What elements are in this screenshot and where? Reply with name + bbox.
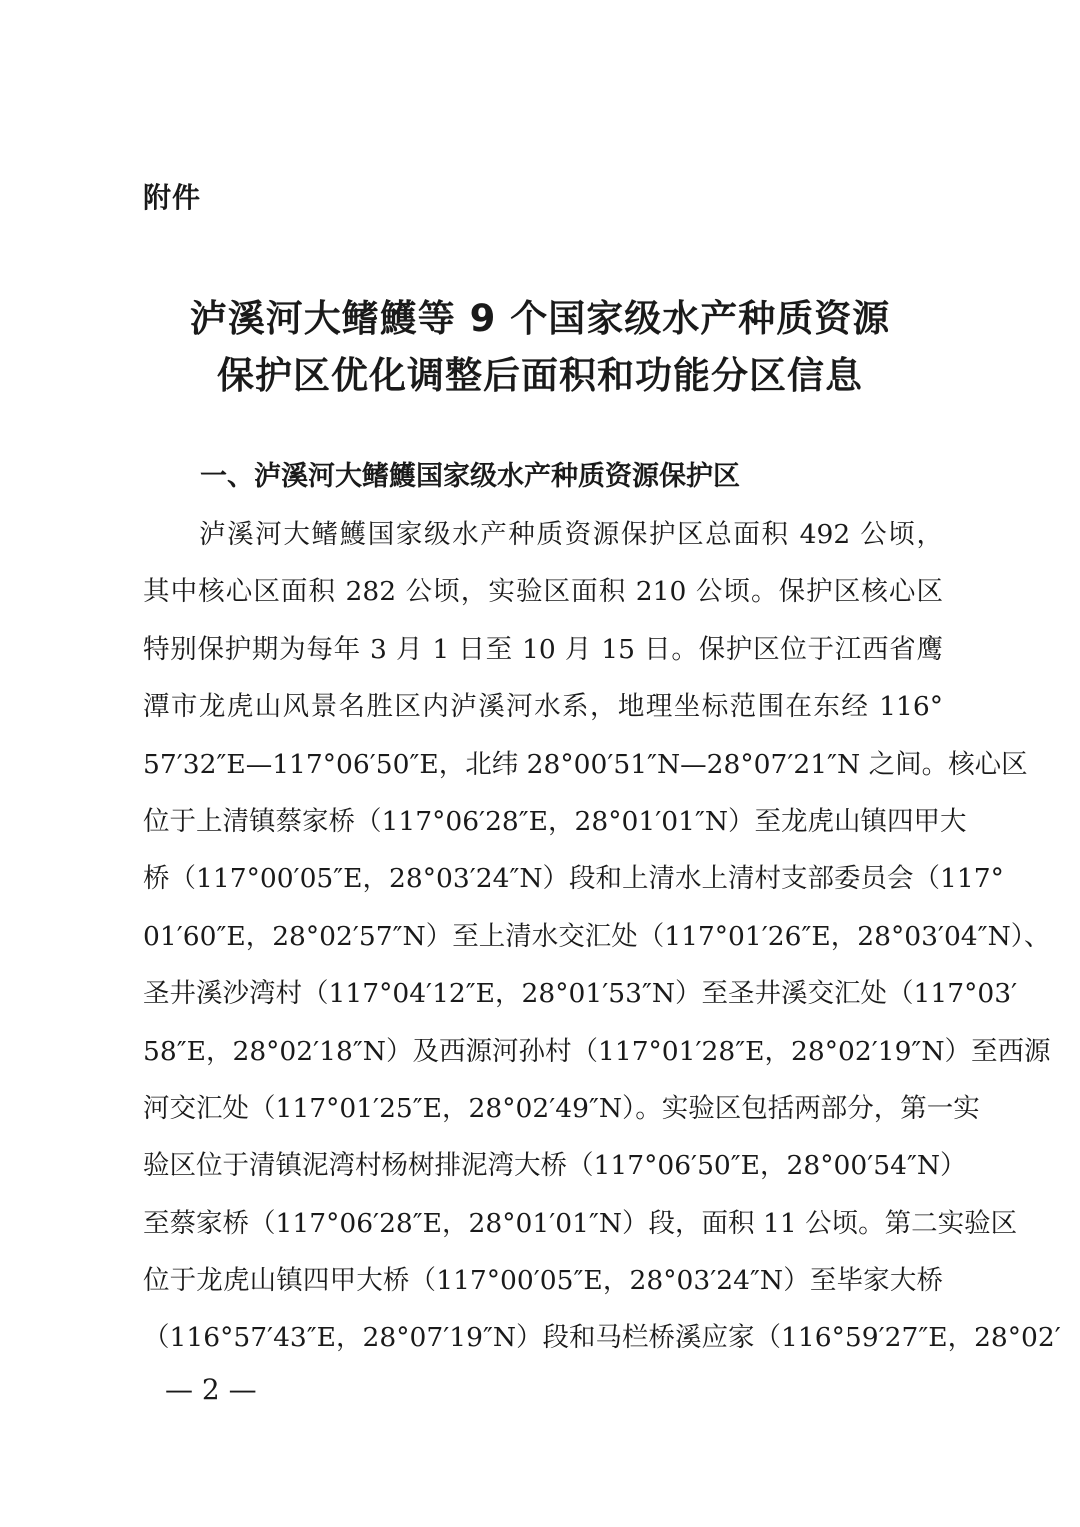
section-heading: 一、泸溪河大鳍鱯国家级水产种质资源保护区: [200, 461, 740, 492]
body-line: 58″E，28°02′18″N）及西源河孙村（117°01′28″E，28°02′19″N）至西源: [143, 1035, 1051, 1067]
attachment-label: 附件: [143, 181, 202, 214]
body-line: 01′60″E，28°02′57″N）至上清水交汇处（117°01′26″E，28°03′04″N）、: [143, 920, 1051, 952]
body-line: 桥（117°00′05″E，28°03′24″N）段和上清水上清村支部委员会（117°: [143, 863, 1004, 895]
body-line: 57′32″E—117°06′50″E，北纬 28°00′51″N—28°07′21″N 之间。核心区: [143, 748, 1028, 780]
body-line: 验区位于清镇泥湾村杨树排泥湾大桥（117°06′50″E，28°00′54″N）: [143, 1150, 967, 1182]
body-line: 泸溪河大鳍鱯国家级水产种质资源保护区总面积 492 公顷，: [199, 519, 943, 550]
document-title: [100, 290, 980, 404]
body-line: 位于上清镇蔡家桥（117°06′28″E，28°01′01″N）至龙虎山镇四甲大: [143, 805, 967, 837]
title-line: 保护区优化调整后面积和功能分区信息: [217, 354, 863, 397]
body-line: 特别保护期为每年 3 月 1 日至 10 月 15 日。保护区位于江西省鹰: [143, 633, 943, 665]
title-line: 泸溪河大鳍鱯等 9 个国家级水产种质资源: [189, 297, 891, 340]
body-line: 河交汇处（117°01′25″E，28°02′49″N）。实验区包括两部分，第一实: [143, 1092, 980, 1124]
body-line: 位于龙虎山镇四甲大桥（117°00′05″E，28°03′24″N）至毕家大桥: [143, 1265, 943, 1297]
body-line: 其中核心区面积 282 公顷，实验区面积 210 公顷。保护区核心区: [143, 576, 943, 608]
body-line: 潭市龙虎山风景名胜区内泸溪河水系，地理坐标范围在东经 116°: [143, 691, 943, 723]
body-paragraph: [143, 511, 1061, 1372]
body-line: 至蔡家桥（117°06′28″E，28°01′01″N）段，面积 11 公顷。第二实验区: [143, 1207, 1018, 1239]
page-number: — 2 —: [165, 1373, 257, 1406]
body-line: 圣井溪沙湾村（117°04′12″E，28°01′53″N）至圣井溪交汇处（117°03′: [143, 978, 1018, 1010]
body-line: （116°57′43″E，28°07′19″N）段和马栏桥溪应家（116°59′27″E，28°02′: [143, 1322, 1061, 1354]
